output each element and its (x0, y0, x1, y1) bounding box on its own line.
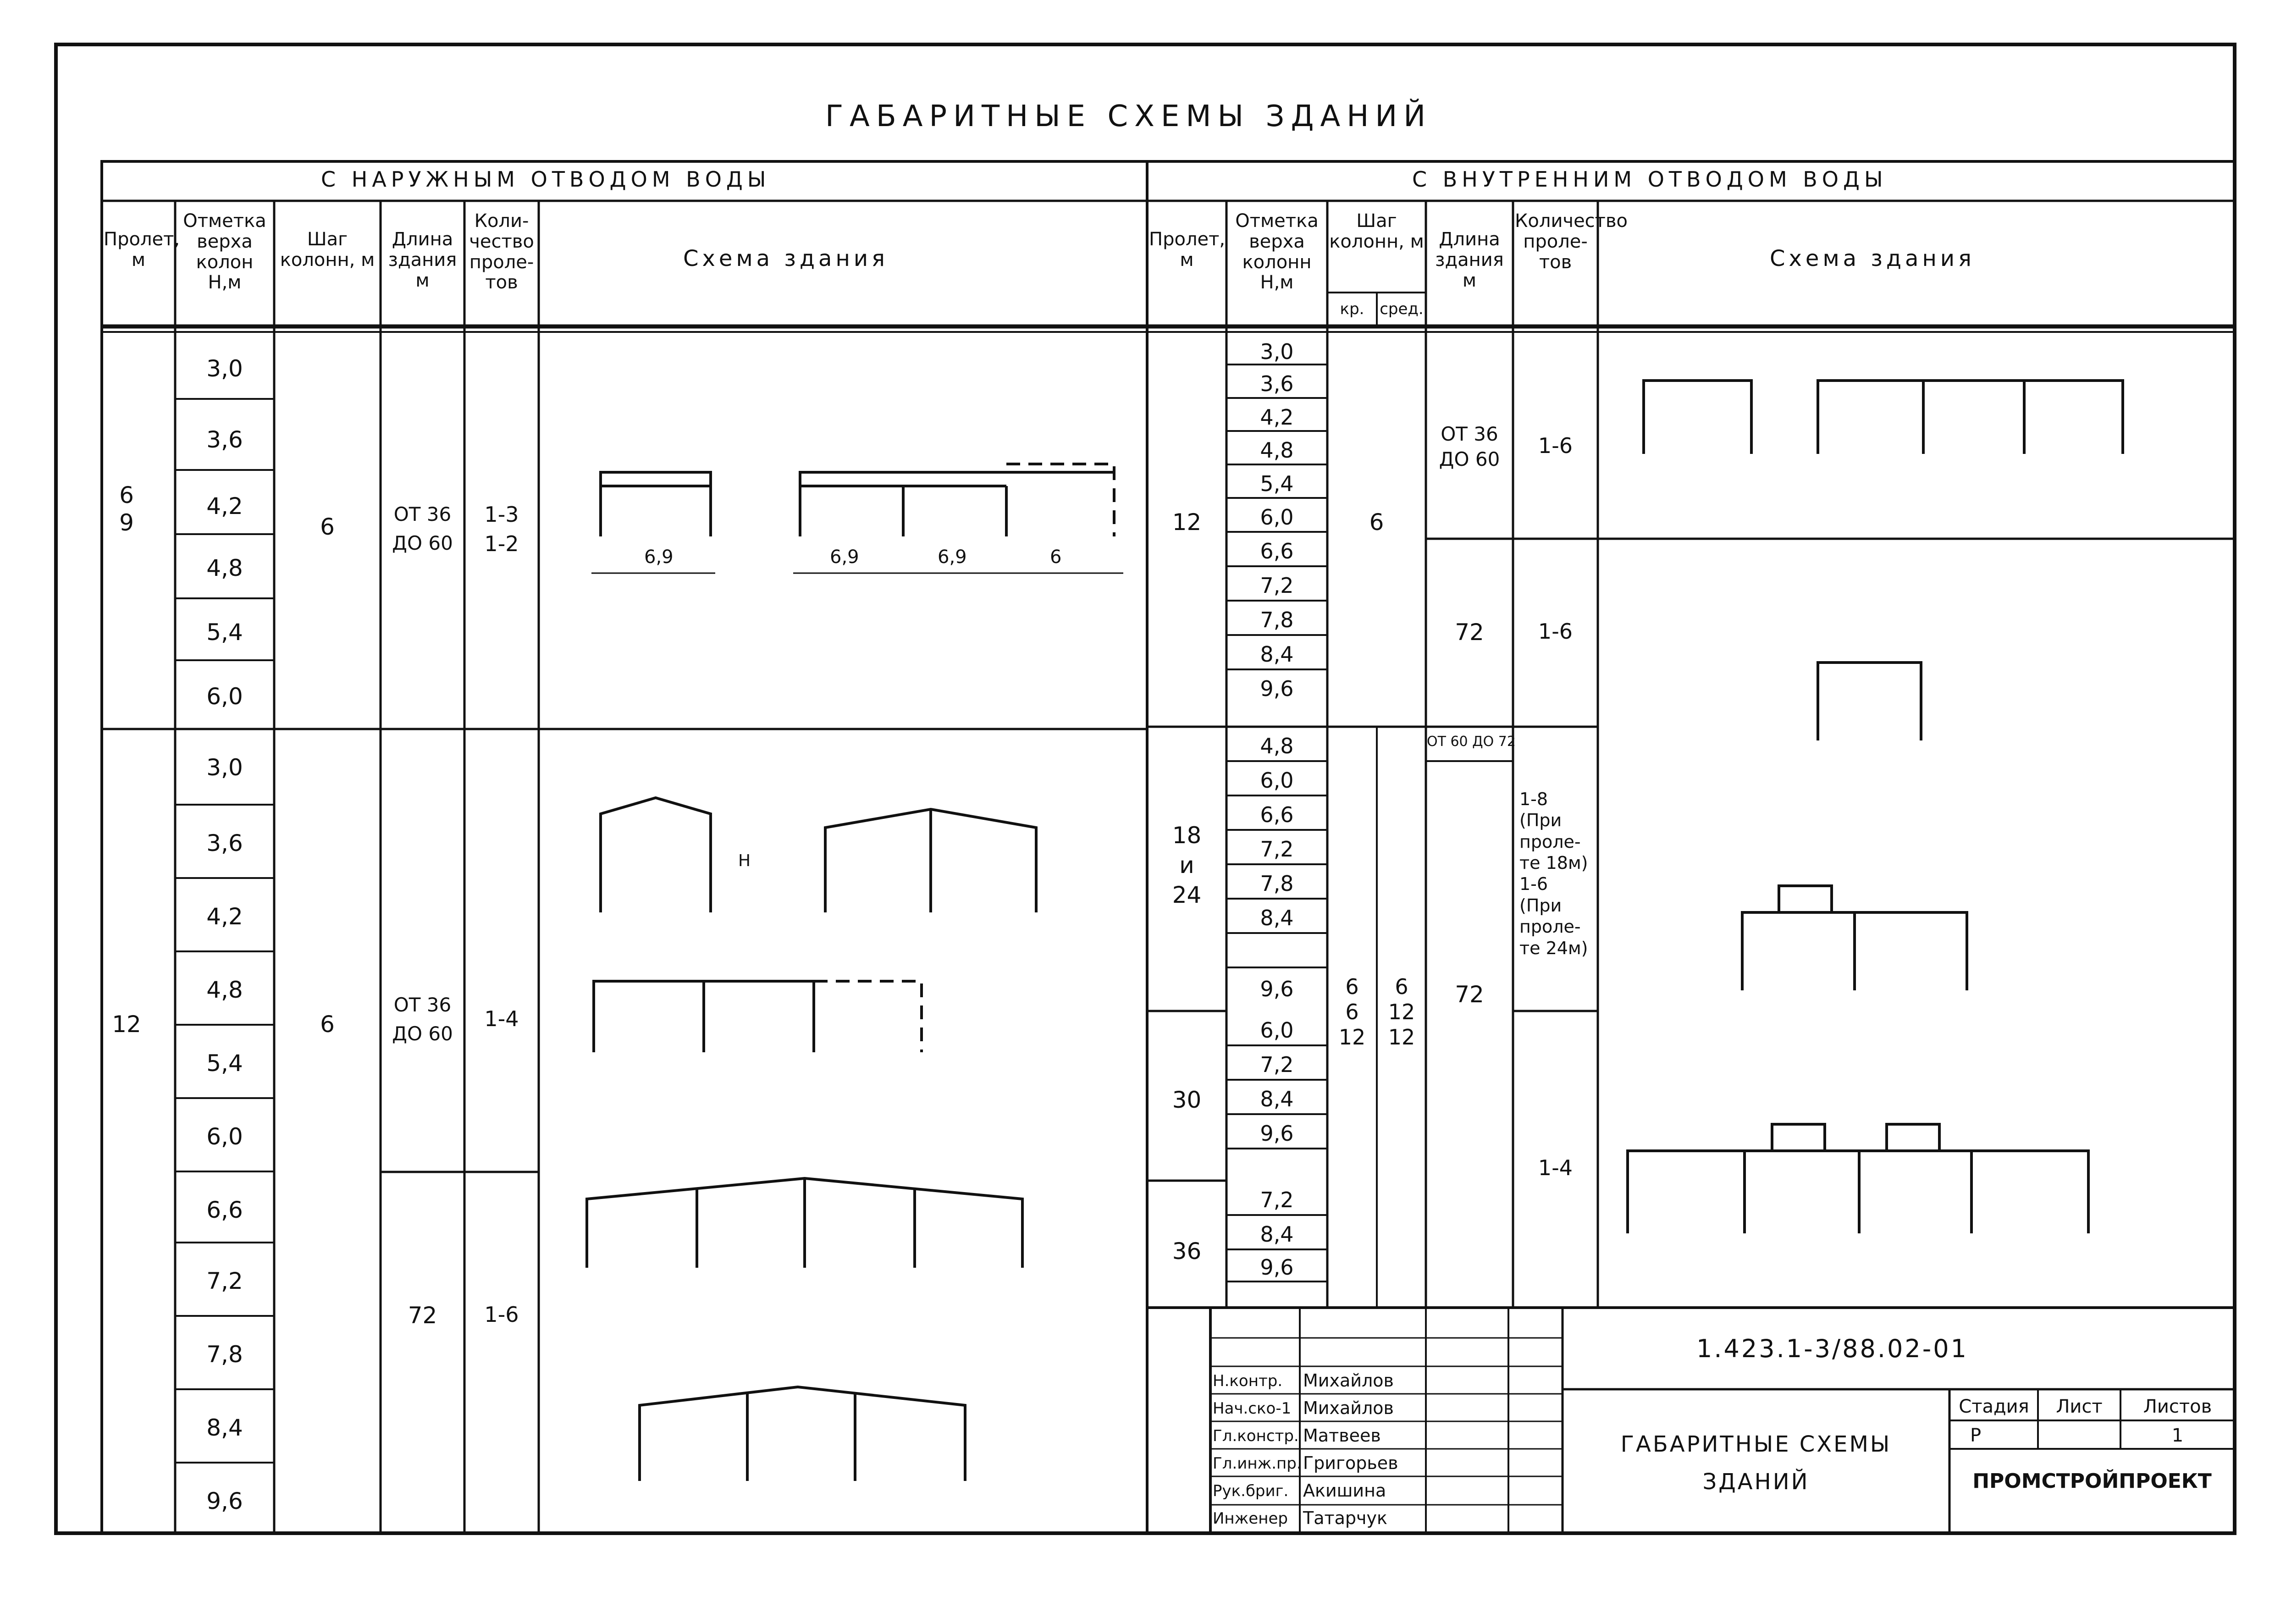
right-section-title: С ВНУТРЕННИМ ОТВОДОМ ВОДЫ (1412, 167, 1888, 192)
left-header-count: Коли-чество проле-тов (469, 210, 534, 293)
left-g1-dim-2: 6,9 (830, 547, 859, 568)
right-g18-mark: 6,0 (1260, 768, 1294, 793)
right-g30-mark: 6,0 (1260, 1018, 1294, 1043)
right-header-col-top: Отметка верха колонн Н,м (1235, 210, 1319, 293)
sheets-label: Листов (2143, 1396, 2212, 1417)
signature-role: Нач.ско-1 (1213, 1399, 1292, 1418)
right-g18-mark: 6,6 (1260, 802, 1294, 827)
right-g36-mark: 7,2 (1260, 1188, 1294, 1212)
left-g2-length-a: ОТ 36 ДО 60 (392, 994, 453, 1045)
left-g2-mark: 5,4 (206, 1050, 243, 1077)
right-g12-mark: 5,4 (1260, 471, 1294, 496)
right-g12-mark: 8,4 (1260, 642, 1294, 667)
right-g12-mark: 4,8 (1260, 438, 1294, 463)
left-g1-mark: 4,2 (206, 493, 243, 519)
scheme-graphics (587, 381, 2123, 1481)
left-header-step: Шаг колонн, м (280, 229, 375, 271)
left-header-length: Длина здания м (388, 229, 457, 291)
left-g1-mark: 6,0 (206, 683, 243, 710)
right-header-span: Пролет, м (1149, 229, 1226, 271)
signature-role: Инженер (1213, 1509, 1288, 1528)
right-g36-mark: 9,6 (1260, 1255, 1294, 1280)
left-header-span: Пролет, м (104, 229, 180, 271)
left-g1-count: 1-3 1-2 (484, 502, 519, 557)
sheet-count: 1 (2171, 1425, 2184, 1446)
left-g2-step: 6 (320, 1011, 335, 1038)
right-g18-step-mid: 6 12 12 (1388, 974, 1415, 1050)
left-g1-dim-4: 6 (1050, 547, 1062, 568)
right-g18-mark: 7,2 (1260, 837, 1294, 862)
left-g2-length-b: 72 (408, 1302, 437, 1329)
signature-role: Рук.бриг. (1213, 1482, 1289, 1500)
left-g2-mark: 6,0 (206, 1123, 243, 1150)
left-g1-dim-3: 6,9 (938, 547, 967, 568)
left-g2-mark: 9,6 (206, 1488, 243, 1514)
right-g12-length-b: 72 (1455, 619, 1484, 646)
right-g12-mark: 7,8 (1260, 608, 1294, 632)
signature-name: Михайлов (1303, 1370, 1394, 1391)
right-g12-mark: 4,2 (1260, 405, 1294, 430)
right-g36-mark: 8,4 (1260, 1222, 1294, 1247)
title-block-drawing-title: ГАБАРИТНЫЕ СХЕМЫ ЗДАНИЙ (1620, 1431, 1892, 1495)
left-g2-mark: 3,6 (206, 830, 243, 856)
right-g12-count-b: 1-6 (1538, 619, 1573, 644)
right-g30-mark: 9,6 (1260, 1121, 1294, 1146)
left-g1-mark: 3,0 (206, 355, 243, 382)
right-g18-length-top: ОТ 60 ДО 72 (1427, 734, 1516, 750)
right-g36-span: 36 (1172, 1238, 1202, 1265)
left-g2-mark: 4,2 (206, 903, 243, 930)
right-g30-mark: 8,4 (1260, 1087, 1294, 1111)
left-section-title: С НАРУЖНЫМ ОТВОДОМ ВОДЫ (321, 167, 771, 192)
left-g1-mark: 3,6 (206, 426, 243, 453)
signature-name: Михайлов (1303, 1398, 1394, 1418)
right-g12-step: 6 (1369, 509, 1384, 536)
left-g1-step: 6 (320, 514, 335, 540)
left-g1-dim-1: 6,9 (644, 547, 674, 568)
right-g18-span: 18 и 24 (1172, 822, 1202, 908)
right-g12-mark: 7,2 (1260, 573, 1294, 598)
right-g12-span: 12 (1172, 509, 1202, 536)
left-g1-mark: 5,4 (206, 619, 243, 646)
signature-role: Гл.констр. (1213, 1427, 1299, 1445)
right-g18-count: 1-8 (При проле- те 18м) 1-6 (При проле- те 24м) (1519, 789, 1588, 958)
signature-name: Григорьев (1303, 1453, 1398, 1473)
left-g2-count-b: 1-6 (484, 1302, 519, 1327)
right-g12-length-a: ОТ 36 ДО 60 (1439, 423, 1500, 470)
left-g2-mark: 7,8 (206, 1341, 243, 1368)
left-g2-mark: 7,2 (206, 1268, 243, 1294)
signature-name: Татарчук (1303, 1508, 1387, 1528)
right-g12-mark: 3,0 (1260, 339, 1294, 364)
right-g12-mark: 6,6 (1260, 539, 1294, 563)
right-g18-length: 72 (1455, 981, 1484, 1008)
left-g2-mark: 6,6 (206, 1197, 243, 1223)
signature-name: Акишина (1303, 1480, 1386, 1501)
right-g12-mark: 3,6 (1260, 371, 1294, 396)
right-header-step-mid: сред. (1380, 300, 1424, 318)
left-header-scheme: Схема здания (683, 246, 889, 271)
stage-label: Стадия (1959, 1396, 2029, 1417)
right-g18-step-edge: 6 6 12 (1338, 974, 1366, 1050)
signature-role: Н.контр. (1213, 1372, 1283, 1390)
left-g2-count-a: 1-4 (484, 1006, 519, 1031)
right-header-scheme: Схема здания (1770, 246, 1975, 271)
left-g2-mark: 8,4 (206, 1414, 243, 1441)
right-g18-mark: 8,4 (1260, 906, 1294, 930)
document-code: 1.423.1-3/88.02-01 (1696, 1334, 1968, 1363)
right-g30-mark: 7,2 (1260, 1052, 1294, 1077)
right-g18-mark: 4,8 (1260, 734, 1294, 758)
left-g2-span: 12 (112, 1011, 141, 1038)
left-g1-mark: 4,8 (206, 555, 243, 581)
left-g2-mark: 4,8 (206, 977, 243, 1003)
right-header-step-edge: кр. (1340, 300, 1364, 318)
organization-name: ПРОМСТРОЙПРОЕКТ (1972, 1469, 2212, 1493)
left-header-col-top: Отметка верха колон Н,м (183, 210, 266, 293)
stage-value: Р (1970, 1425, 1982, 1446)
right-g12-count-a: 1-6 (1538, 433, 1573, 458)
right-g12-mark: 9,6 (1260, 676, 1294, 701)
right-g30-span: 30 (1172, 1087, 1202, 1113)
left-h-label: Н (738, 851, 751, 870)
left-g2-mark: 3,0 (206, 754, 243, 781)
signature-name: Матвеев (1303, 1425, 1381, 1446)
left-g1-length: ОТ 36 ДО 60 (392, 503, 453, 554)
signature-role: Гл.инж.пр. (1213, 1454, 1302, 1473)
right-header-count: Количество проле-тов (1515, 210, 1628, 273)
drawing-title: ГАБАРИТНЫЕ СХЕМЫ ЗДАНИЙ (825, 99, 1432, 133)
right-header-step: Шаг колонн, м (1329, 210, 1424, 252)
left-g1-span: 6 9 (119, 482, 134, 536)
right-g30-count: 1-4 (1538, 1155, 1573, 1180)
right-g18-mark: 7,8 (1260, 871, 1294, 896)
sheet-label: Лист (2056, 1396, 2103, 1417)
right-header-length: Длина здания м (1435, 229, 1504, 291)
right-g12-mark: 6,0 (1260, 505, 1294, 530)
right-g18-mark: 9,6 (1260, 977, 1294, 1001)
